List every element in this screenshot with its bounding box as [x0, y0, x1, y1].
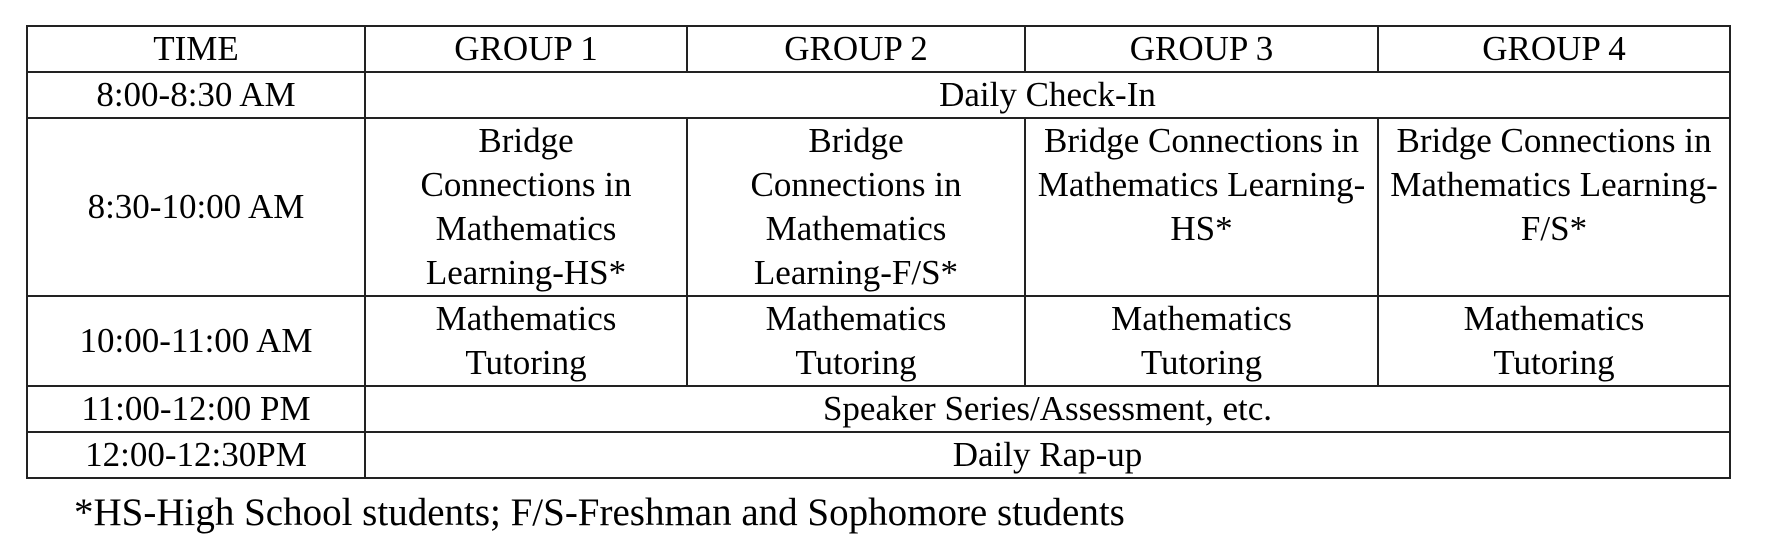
activity-cell-group-4 — [1378, 296, 1730, 386]
header-group-2: GROUP 2 — [687, 26, 1025, 72]
activity-cell-group-4 — [1378, 118, 1730, 296]
activity-text: Bridge Connections in Mathematics Learning-HS* — [420, 121, 632, 292]
time-cell: 12:00-12:30PM — [27, 432, 365, 478]
time-cell: 8:30-10:00 AM — [27, 118, 365, 296]
activity-text: Mathematics Tutoring — [765, 299, 947, 382]
table-row — [27, 386, 1730, 432]
activity-text: Bridge Connections in Mathematics Learning-F/S* — [1390, 121, 1718, 248]
activity-text: Mathematics Tutoring — [1111, 299, 1292, 382]
header-group-3: GROUP 3 — [1025, 26, 1378, 72]
header-group-4: GROUP 4 — [1378, 26, 1730, 72]
activity-cell-group-2 — [687, 296, 1025, 386]
merged-activity-cell: Daily Rap-up — [365, 432, 1730, 478]
activity-cell-group-1 — [365, 118, 687, 296]
activity-text: Bridge Connections in Mathematics Learning-F/S* — [750, 121, 962, 292]
footnote: *HS-High School students; F/S-Freshman and Sophomore students — [74, 491, 1125, 534]
table-row — [27, 118, 1730, 296]
header-group-1: GROUP 1 — [365, 26, 687, 72]
time-cell: 10:00-11:00 AM — [27, 296, 365, 386]
time-cell: 8:00-8:30 AM — [27, 72, 365, 118]
merged-activity-cell: Daily Check-In — [365, 72, 1730, 118]
header-row — [27, 26, 1730, 72]
activity-cell-group-3 — [1025, 296, 1378, 386]
activity-cell-group-2 — [687, 118, 1025, 296]
merged-activity-cell: Speaker Series/Assessment, etc. — [365, 386, 1730, 432]
activity-text: Bridge Connections in Mathematics Learning-HS* — [1037, 121, 1366, 248]
table-row — [27, 296, 1730, 386]
activity-cell-group-3 — [1025, 118, 1378, 296]
activity-cell-group-1 — [365, 296, 687, 386]
schedule-table — [26, 25, 1731, 479]
header-time: TIME — [27, 26, 365, 72]
time-cell: 11:00-12:00 PM — [27, 386, 365, 432]
table-row — [27, 72, 1730, 118]
activity-text: Mathematics Tutoring — [435, 299, 617, 382]
activity-text: Mathematics Tutoring — [1463, 299, 1645, 382]
table-row — [27, 432, 1730, 478]
